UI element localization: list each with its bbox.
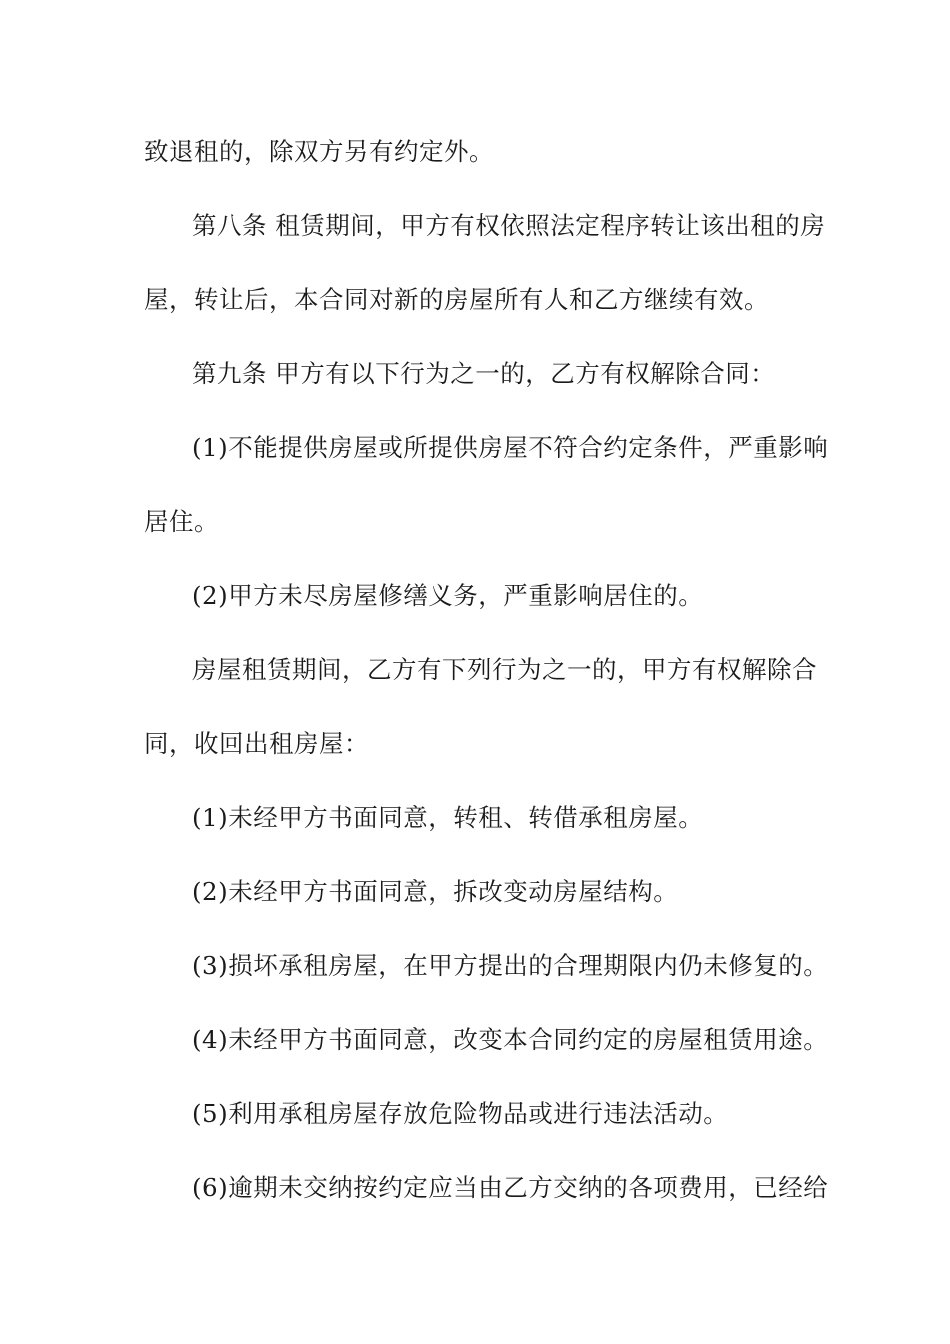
paragraph-line: (2)未经甲方书面同意，拆改变动房屋结构。 xyxy=(192,877,679,906)
paragraph-line: (3)损坏承租房屋，在甲方提出的合理期限内仍未修复的。 xyxy=(192,951,829,980)
paragraph-line: (4)未经甲方书面同意，改变本合同约定的房屋租赁用途。 xyxy=(192,1025,829,1054)
paragraph-line: 第八条 租赁期间，甲方有权依照法定程序转让该出租的房 xyxy=(192,211,826,240)
paragraph-line: (1)未经甲方书面同意，转租、转借承租房屋。 xyxy=(192,803,704,832)
paragraph-line: 同，收回出租房屋： xyxy=(144,729,369,758)
paragraph-line: (5)利用承租房屋存放危险物品或进行违法活动。 xyxy=(192,1099,729,1128)
paragraph-line: (6)逾期未交纳按约定应当由乙方交纳的各项费用，已经给 xyxy=(192,1173,829,1202)
paragraph-line: 房屋租赁期间，乙方有下列行为之一的，甲方有权解除合 xyxy=(192,655,817,684)
paragraph-line: 第九条 甲方有以下行为之一的，乙方有权解除合同： xyxy=(192,359,776,388)
paragraph-line: 居住。 xyxy=(144,507,219,536)
paragraph-line: (1)不能提供房屋或所提供房屋不符合约定条件，严重影响 xyxy=(192,433,829,462)
paragraph-line: 屋，转让后，本合同对新的房屋所有人和乙方继续有效。 xyxy=(144,285,769,314)
paragraph-line: 致退租的，除双方另有约定外。 xyxy=(144,137,494,166)
paragraph-line: (2)甲方未尽房屋修缮义务，严重影响居住的。 xyxy=(192,581,704,610)
